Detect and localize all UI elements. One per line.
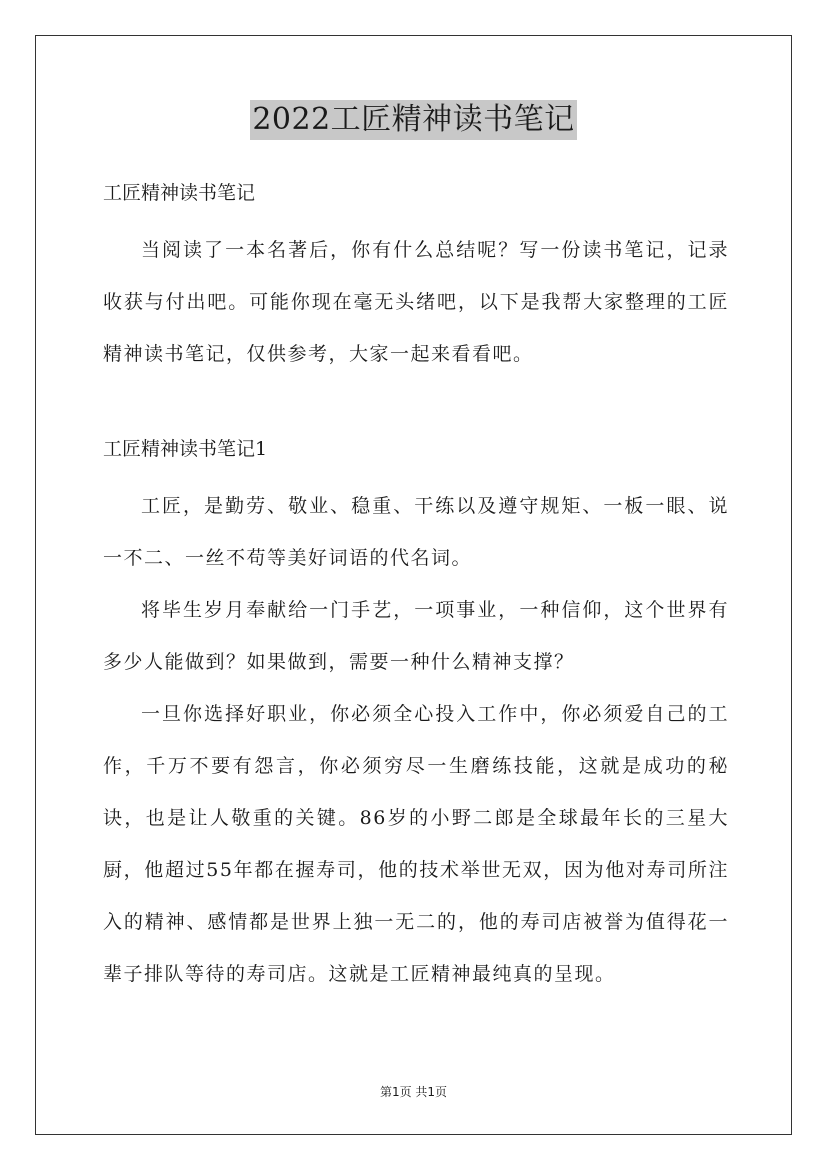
title-container: [0, 100, 827, 140]
page-number: 第1页 共1页: [379, 1085, 448, 1099]
intro-paragraph: 当阅读了一本名著后，你有什么总结呢？写一份读书笔记，记录收获与付出吧。可能你现在毫无头绪吧，以下是我帮大家整理的工匠精神读书笔记，仅供参考，大家一起来看看吧。: [103, 239, 729, 365]
section-heading: 工匠精神读书笔记1: [103, 438, 268, 460]
intro-heading: 工匠精神读书笔记: [103, 182, 256, 204]
body-paragraph: 将毕生岁月奉献给一门手艺，一项事业，一种信仰，这个世界有多少人能做到？如果做到，需要一种什么精神支撑？: [103, 599, 729, 673]
document-title: 2022工匠精神读书笔记: [250, 100, 576, 140]
document-body: [103, 174, 729, 1000]
body-paragraph: 工匠，是勤劳、敬业、稳重、干练以及遵守规矩、一板一眼、说一不二、一丝不苟等美好词语的代名词。: [103, 495, 729, 569]
page-footer: [0, 1083, 827, 1100]
body-paragraph: 一旦你选择好职业，你必须全心投入工作中，你必须爱自己的工作，千万不要有怨言，你必须穷尽一生磨练技能，这就是成功的秘诀，也是让人敬重的关键。86岁的小野二郎是全球最年长的三星大厨，他超过55年都在握寿司，他的技术举世无双，因为他对寿司所注入的精神、感情都是世界上独一无二的，他的寿司店被誉为值得花一辈子排队等待的寿司店。这就是工匠精神最纯真的呈现。: [103, 703, 729, 985]
